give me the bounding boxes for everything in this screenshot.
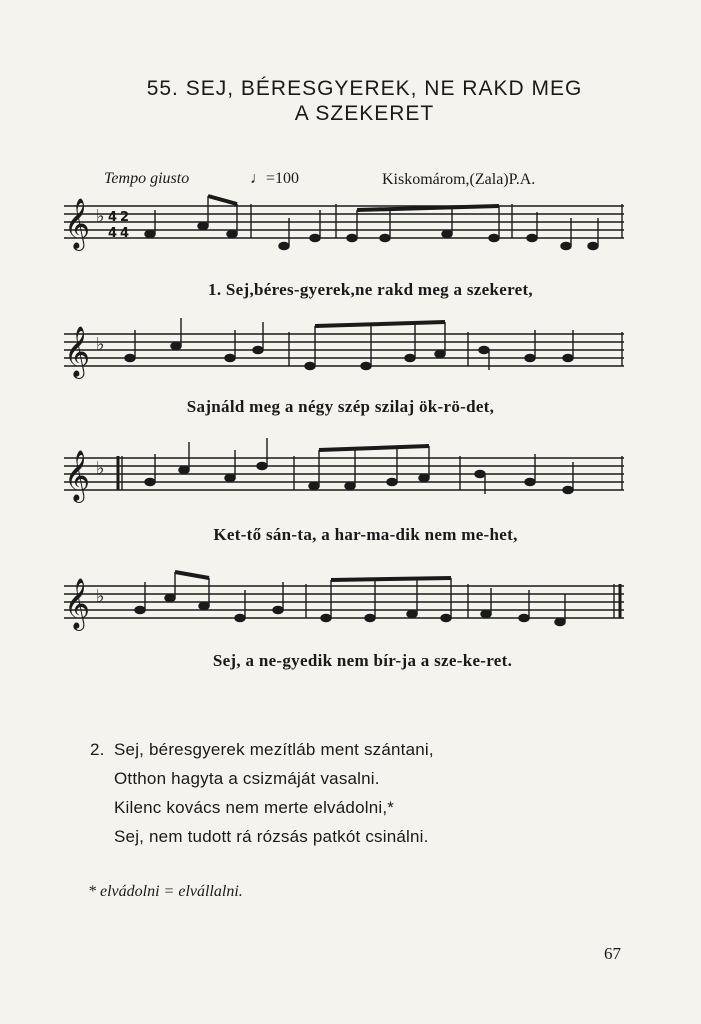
verse-2-line-2: Otthon hagyta a csizmáját vasalni. bbox=[114, 769, 380, 788]
tempo-marking: Tempo giusto bbox=[104, 170, 190, 187]
footnote: * elvádolni = elvállalni. bbox=[88, 883, 243, 900]
staff-4 bbox=[64, 572, 624, 631]
flat-icon: ♭ bbox=[96, 334, 105, 355]
svg-text:4: 4 bbox=[108, 210, 118, 225]
staff-1 bbox=[64, 196, 624, 251]
song-title-line1: 55. SEJ, BÉRESGYEREK, NE RAKD MEG bbox=[146, 77, 583, 100]
treble-clef-icon: 𝄞 bbox=[64, 450, 91, 501]
treble-clef-icon: 𝄞 bbox=[64, 326, 91, 377]
svg-text:4: 4 bbox=[108, 226, 118, 241]
staff-2 bbox=[64, 318, 624, 379]
verse-number: 2. bbox=[90, 740, 105, 759]
lyrics-line-3: Ket-tő sán-ta, a har-ma-dik nem me-het, bbox=[213, 525, 518, 544]
lyrics-line-2: Sajnáld meg a négy szép szilaj ök-rö-det, bbox=[186, 397, 495, 416]
source-attribution: Kiskomárom,(Zala)P.A. bbox=[382, 171, 536, 188]
svg-text:2: 2 bbox=[120, 210, 130, 225]
svg-text:4: 4 bbox=[120, 226, 130, 241]
staff-3 bbox=[64, 438, 624, 503]
page-number: 67 bbox=[604, 944, 621, 963]
verse-2-line-4: Sej, nem tudott rá rózsás patkót csinálni. bbox=[114, 827, 429, 846]
treble-clef-icon: 𝄞 bbox=[64, 198, 91, 249]
song-title-line2: A SZEKERET bbox=[294, 102, 435, 125]
verse-2-line-3: Kilenc kovács nem merte elvádolni,* bbox=[114, 798, 395, 817]
lyrics-line-4: Sej, a ne-gyedik nem bír-ja a sze-ke-ret. bbox=[212, 651, 513, 670]
verse-2-line-1: Sej, béresgyerek mezítláb ment szántani, bbox=[114, 740, 434, 759]
flat-icon: ♭ bbox=[96, 206, 105, 227]
verse-2 bbox=[90, 735, 434, 851]
flat-icon: ♭ bbox=[96, 586, 105, 607]
treble-clef-icon: 𝄞 bbox=[64, 578, 91, 629]
flat-icon: ♭ bbox=[96, 458, 105, 479]
lyrics-line-1: 1. Sej,béres-gyerek,ne rakd meg a szekeret, bbox=[208, 280, 533, 299]
tempo-value: ♩=100 bbox=[250, 170, 300, 187]
